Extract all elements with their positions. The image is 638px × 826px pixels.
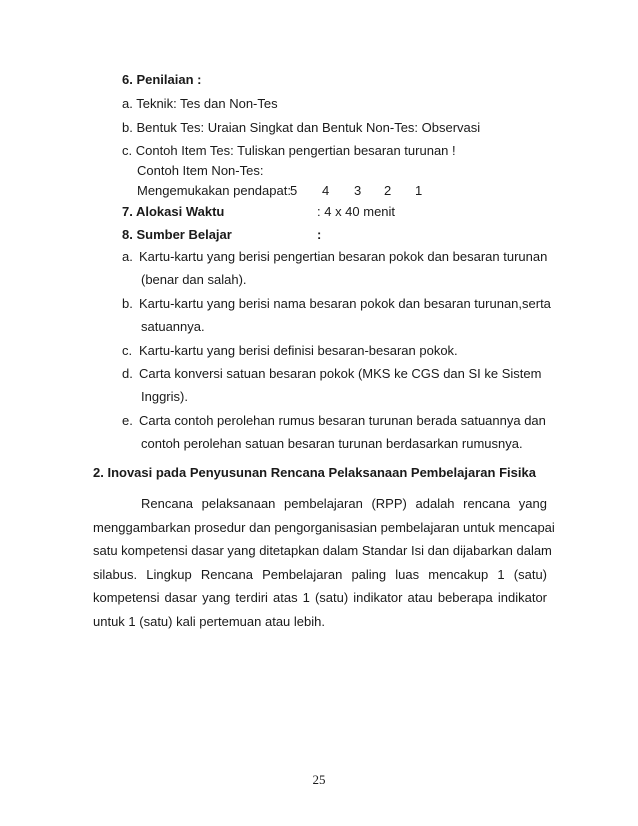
alokasi-waktu-value: : 4 x 40 menit xyxy=(317,204,396,219)
sumber-item-line: Carta konversi satuan besaran pokok (MKS ke CGS dan SI ke Sistem xyxy=(139,366,542,381)
mengemukakan-label: Mengemukakan pendapat: xyxy=(137,183,291,198)
paragraph-line: Rencana pelaksanaan pembelajaran (RPP) adalah rencana yang xyxy=(141,496,547,511)
scale-value-4: 4 xyxy=(322,183,330,198)
sumber-item-line: Inggris). xyxy=(141,389,188,404)
sumber-item-line: Kartu-kartu yang berisi definisi besaran-besaran pokok. xyxy=(139,343,458,358)
sumber-item-marker: d. xyxy=(122,366,133,381)
paragraph-line: untuk 1 (satu) kali pertemuan atau lebih. xyxy=(93,614,325,629)
sumber-item-line: Carta contoh perolehan rumus besaran turunan berada satuannya dan xyxy=(139,413,546,428)
sumber-item-line: Kartu-kartu yang berisi pengertian besaran pokok dan besaran turunan xyxy=(139,249,548,264)
section-heading: 2. Inovasi pada Penyusunan Rencana Pelaksanaan Pembelajaran Fisika xyxy=(93,465,536,480)
paragraph-line: kompetensi dasar yang terdiri atas 1 (satu) indikator atau beberapa indikator xyxy=(93,590,547,605)
sumber-item-marker: c. xyxy=(122,343,133,358)
penilaian-teknik: a. Teknik: Tes dan Non-Tes xyxy=(122,96,278,111)
paragraph-line: silabus. Lingkup Rencana Pembelajaran paling luas mencakup 1 (satu) xyxy=(93,567,547,582)
scale-value-1: 1 xyxy=(415,183,423,198)
scale-value-3: 3 xyxy=(354,183,362,198)
sumber-item-marker: b. xyxy=(122,296,133,311)
penilaian-heading: 6. Penilaian : xyxy=(122,72,202,87)
sumber-item-line: (benar dan salah). xyxy=(141,272,247,287)
sumber-item-line: satuannya. xyxy=(141,319,205,334)
penilaian-contoh-item-tes: c. Contoh Item Tes: Tuliskan pengertian besaran turunan ! xyxy=(122,143,456,158)
sumber-item-marker: a. xyxy=(122,249,133,264)
paragraph-line: menggambarkan prosedur dan pengorganisasian pembelajaran untuk mencapai xyxy=(93,520,555,535)
sumber-belajar-colon: : xyxy=(317,227,322,242)
page-number: 25 xyxy=(312,772,326,787)
sumber-item-line: Kartu-kartu yang berisi nama besaran pokok dan besaran turunan,serta xyxy=(139,296,551,311)
alokasi-waktu-label: 7. Alokasi Waktu xyxy=(122,204,225,219)
sumber-belajar-label: 8. Sumber Belajar xyxy=(122,227,232,242)
sumber-item-marker: e. xyxy=(122,413,133,428)
scale-value-2: 2 xyxy=(384,183,392,198)
scale-value-5: 5 xyxy=(290,183,298,198)
paragraph-line: satu kompetensi dasar yang ditetapkan dalam Standar Isi dan dijabarkan dalam xyxy=(93,543,552,558)
penilaian-bentuk: b. Bentuk Tes: Uraian Singkat dan Bentuk Non-Tes: Observasi xyxy=(122,120,481,135)
sumber-item-line: contoh perolehan satuan besaran turunan berdasarkan rumusnya. xyxy=(141,436,523,451)
penilaian-contoh-item-non-tes: Contoh Item Non-Tes: xyxy=(137,163,264,178)
